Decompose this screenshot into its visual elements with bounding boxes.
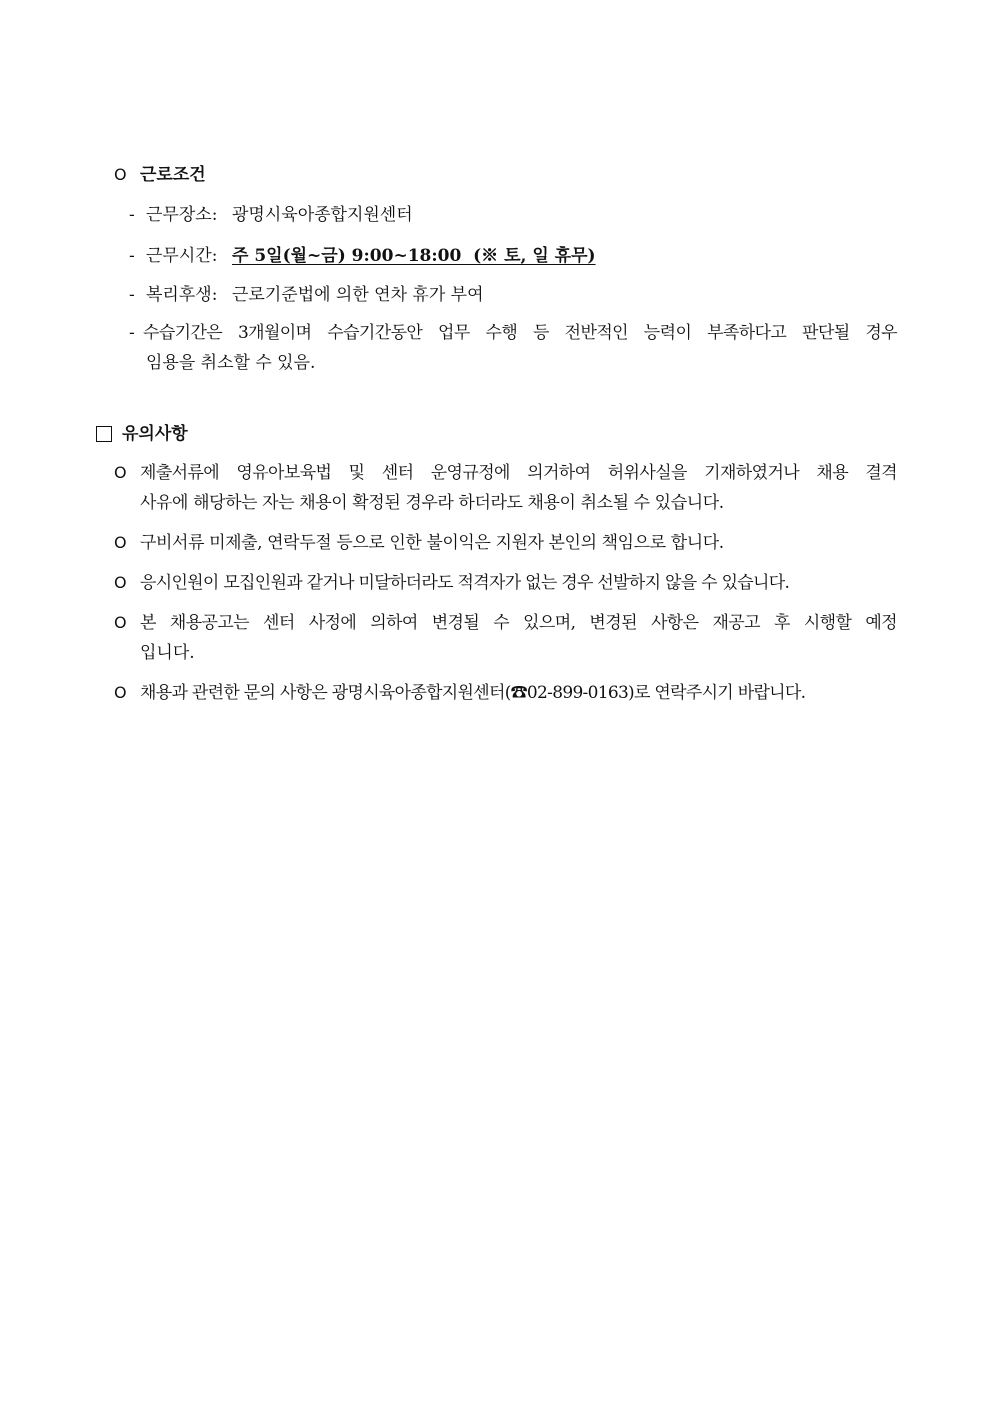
item-dash: - — [129, 246, 135, 266]
notice-4-line2: 입니다. — [140, 643, 195, 663]
work-hours-label: 근무시간: — [146, 246, 218, 266]
section1-heading: 근로조건 — [140, 165, 206, 185]
notice-bullet: O — [114, 533, 127, 552]
notice-5-line1: 채용과 관련한 문의 사항은 광명시육아종합지원센터(☎02-899-0163)로 연락주시기 바랍니다. — [140, 683, 806, 703]
work-hours-value: 주 5일(월~금) 9:00~18:00 (※ 토, 일 휴무) — [232, 246, 596, 266]
work-location-value: 광명시육아종합지원센터 — [232, 205, 413, 225]
item-dash: - — [129, 323, 135, 343]
probation-line2: 임용을 취소할 수 있음. — [146, 353, 316, 373]
work-location-label: 근무장소: — [146, 205, 218, 225]
notice-3-line1: 응시인원이 모집인원과 같거나 미달하더라도 적격자가 없는 경우 선발하지 않을 수 있습니다. — [140, 573, 790, 593]
notice-1-line1: 제출서류에 영유아보육법 및 센터 운영규정에 의거하여 허위사실을 기재하였거나 채용 결격 — [140, 463, 897, 483]
item-dash: - — [129, 285, 135, 305]
benefits-label: 복리후생: — [146, 285, 218, 305]
benefits-value: 근로기준법에 의한 연차 휴가 부여 — [232, 285, 484, 305]
notice-2-line1: 구비서류 미제출, 연락두절 등으로 인한 불이익은 지원자 본인의 책임으로 합니다. — [140, 533, 724, 553]
section2-checkbox-icon — [96, 426, 112, 442]
notice-bullet: O — [114, 683, 127, 702]
notice-1-line2: 사유에 해당하는 자는 채용이 확정된 경우라 하더라도 채용이 취소될 수 있습니다. — [140, 493, 724, 513]
section1-bullet: O — [114, 165, 127, 184]
section2-heading: 유의사항 — [122, 424, 188, 444]
notice-bullet: O — [114, 463, 127, 482]
notice-bullet: O — [114, 613, 127, 632]
notice-4-line1: 본 채용공고는 센터 사정에 의하여 변경될 수 있으며, 변경된 사항은 재공고 후 시행할 예정 — [140, 613, 897, 633]
probation-line1: 수습기간은 3개월이며 수습기간동안 업무 수행 등 전반적인 능력이 부족하다고 판단될 경우 — [143, 323, 897, 343]
item-dash: - — [129, 205, 135, 225]
notice-bullet: O — [114, 573, 127, 592]
